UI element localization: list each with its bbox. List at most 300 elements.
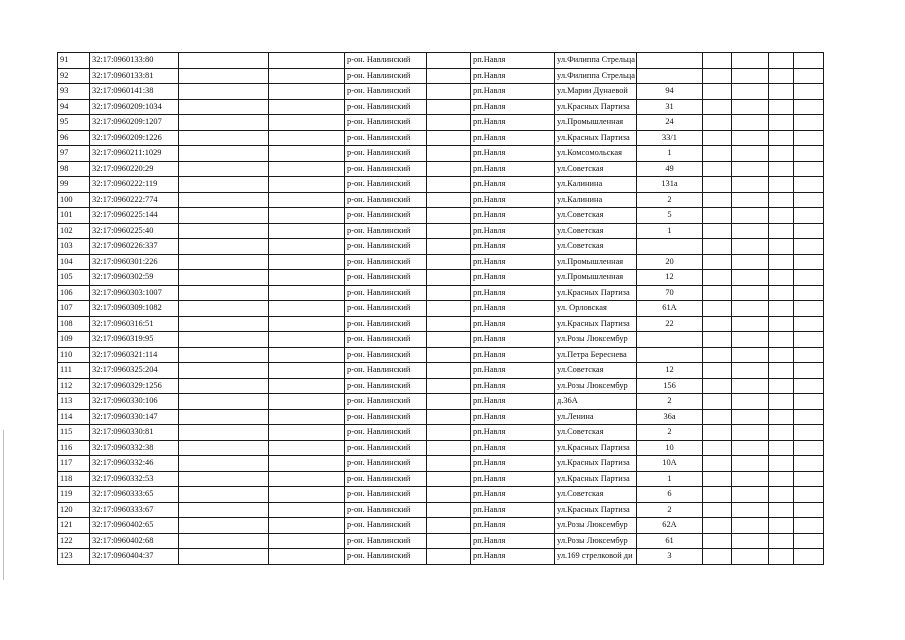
district-cell: р-он. Навлинский: [345, 84, 427, 100]
cadastral-number-cell: 32:17:0960209:1034: [90, 99, 179, 115]
row-number-cell: 113: [58, 394, 90, 410]
empty-cell: [427, 301, 471, 317]
street-cell: ул.Калинина: [555, 192, 637, 208]
empty-cell: [769, 68, 794, 84]
house-number-cell: [637, 239, 703, 255]
row-number-cell: 118: [58, 471, 90, 487]
empty-cell: [703, 440, 732, 456]
empty-cell: [794, 378, 824, 394]
empty-cell: [732, 115, 769, 131]
empty-cell: [179, 99, 269, 115]
empty-cell: [732, 192, 769, 208]
settlement-cell: рп.Навля: [471, 115, 555, 131]
row-number-cell: 104: [58, 254, 90, 270]
empty-cell: [732, 533, 769, 549]
empty-cell: [179, 440, 269, 456]
table-row: [58, 471, 824, 487]
empty-cell: [703, 533, 732, 549]
empty-cell: [703, 425, 732, 441]
row-number-cell: 122: [58, 533, 90, 549]
empty-cell: [269, 471, 345, 487]
house-number-cell: 6: [637, 487, 703, 503]
empty-cell: [427, 177, 471, 193]
empty-cell: [732, 270, 769, 286]
empty-cell: [427, 316, 471, 332]
street-cell: ул.Промышленная: [555, 115, 637, 131]
settlement-cell: рп.Навля: [471, 301, 555, 317]
empty-cell: [794, 68, 824, 84]
empty-cell: [427, 254, 471, 270]
empty-cell: [703, 332, 732, 348]
empty-cell: [427, 115, 471, 131]
table-row: [58, 533, 824, 549]
empty-cell: [794, 177, 824, 193]
empty-cell: [769, 378, 794, 394]
empty-cell: [769, 146, 794, 162]
empty-cell: [794, 456, 824, 472]
settlement-cell: рп.Навля: [471, 192, 555, 208]
district-cell: р-он. Навлинский: [345, 254, 427, 270]
settlement-cell: рп.Навля: [471, 394, 555, 410]
empty-cell: [427, 440, 471, 456]
empty-cell: [179, 316, 269, 332]
empty-cell: [769, 440, 794, 456]
street-cell: ул.Красных Партиза: [555, 99, 637, 115]
empty-cell: [179, 177, 269, 193]
cadastral-number-cell: 32:17:0960329:1256: [90, 378, 179, 394]
empty-cell: [703, 471, 732, 487]
empty-cell: [769, 53, 794, 69]
street-cell: ул.Советская: [555, 425, 637, 441]
row-number-cell: 91: [58, 53, 90, 69]
table-row: [58, 487, 824, 503]
row-number-cell: 103: [58, 239, 90, 255]
settlement-cell: рп.Навля: [471, 99, 555, 115]
row-number-cell: 92: [58, 68, 90, 84]
empty-cell: [794, 53, 824, 69]
cadastral-number-cell: 32:17:0960330:81: [90, 425, 179, 441]
table-row: [58, 130, 824, 146]
settlement-cell: рп.Навля: [471, 456, 555, 472]
district-cell: р-он. Навлинский: [345, 394, 427, 410]
cadastral-number-cell: 32:17:0960225:40: [90, 223, 179, 239]
district-cell: р-он. Навлинский: [345, 549, 427, 565]
row-number-cell: 108: [58, 316, 90, 332]
empty-cell: [269, 301, 345, 317]
street-cell: ул.Советская: [555, 161, 637, 177]
empty-cell: [794, 115, 824, 131]
street-cell: ул.Розы Люксембур: [555, 533, 637, 549]
table-row: [58, 53, 824, 69]
empty-cell: [769, 254, 794, 270]
cadastral-number-cell: 32:17:0960333:65: [90, 487, 179, 503]
empty-cell: [703, 115, 732, 131]
row-number-cell: 93: [58, 84, 90, 100]
house-number-cell: 24: [637, 115, 703, 131]
empty-cell: [179, 192, 269, 208]
empty-cell: [769, 130, 794, 146]
district-cell: р-он. Навлинский: [345, 533, 427, 549]
empty-cell: [794, 208, 824, 224]
street-cell: ул.Советская: [555, 363, 637, 379]
street-cell: ул.Красных Партиза: [555, 471, 637, 487]
district-cell: р-он. Навлинский: [345, 347, 427, 363]
empty-cell: [732, 440, 769, 456]
empty-cell: [769, 471, 794, 487]
empty-cell: [703, 301, 732, 317]
cadastral-number-cell: 32:17:0960332:53: [90, 471, 179, 487]
table-row: [58, 409, 824, 425]
cadastral-number-cell: 32:17:0960302:59: [90, 270, 179, 286]
table-row: [58, 363, 824, 379]
street-cell: ул.Ленина: [555, 409, 637, 425]
empty-cell: [703, 130, 732, 146]
settlement-cell: рп.Навля: [471, 146, 555, 162]
empty-cell: [703, 456, 732, 472]
empty-cell: [269, 378, 345, 394]
empty-cell: [703, 146, 732, 162]
table-body: [58, 53, 824, 565]
empty-cell: [179, 68, 269, 84]
empty-cell: [794, 270, 824, 286]
empty-cell: [427, 347, 471, 363]
empty-cell: [427, 84, 471, 100]
empty-cell: [769, 518, 794, 534]
empty-cell: [179, 456, 269, 472]
empty-cell: [794, 471, 824, 487]
empty-cell: [703, 208, 732, 224]
empty-cell: [769, 456, 794, 472]
empty-cell: [769, 347, 794, 363]
cadastral-number-cell: 32:17:0960330:106: [90, 394, 179, 410]
empty-cell: [769, 363, 794, 379]
table-row: [58, 161, 824, 177]
empty-cell: [703, 487, 732, 503]
settlement-cell: рп.Навля: [471, 84, 555, 100]
empty-cell: [769, 409, 794, 425]
row-number-cell: 109: [58, 332, 90, 348]
cadastral-number-cell: 32:17:0960309:1082: [90, 301, 179, 317]
street-cell: д.36А: [555, 394, 637, 410]
table-row: [58, 301, 824, 317]
empty-cell: [427, 518, 471, 534]
empty-cell: [179, 53, 269, 69]
empty-cell: [769, 192, 794, 208]
empty-cell: [794, 502, 824, 518]
empty-cell: [769, 208, 794, 224]
empty-cell: [179, 223, 269, 239]
house-number-cell: [637, 68, 703, 84]
empty-cell: [769, 502, 794, 518]
empty-cell: [427, 425, 471, 441]
empty-cell: [269, 177, 345, 193]
empty-cell: [269, 239, 345, 255]
empty-cell: [769, 270, 794, 286]
row-number-cell: 117: [58, 456, 90, 472]
empty-cell: [732, 378, 769, 394]
house-number-cell: 31: [637, 99, 703, 115]
empty-cell: [703, 177, 732, 193]
table-row: [58, 68, 824, 84]
empty-cell: [769, 177, 794, 193]
district-cell: р-он. Навлинский: [345, 223, 427, 239]
table-row: [58, 316, 824, 332]
cadastral-number-cell: 32:17:0960333:67: [90, 502, 179, 518]
empty-cell: [179, 518, 269, 534]
cadastral-number-cell: 32:17:0960402:65: [90, 518, 179, 534]
empty-cell: [269, 409, 345, 425]
district-cell: р-он. Навлинский: [345, 99, 427, 115]
empty-cell: [427, 363, 471, 379]
district-cell: р-он. Навлинский: [345, 177, 427, 193]
empty-cell: [769, 115, 794, 131]
empty-cell: [427, 549, 471, 565]
street-cell: ул.Промышленная: [555, 270, 637, 286]
table-row: [58, 456, 824, 472]
settlement-cell: рп.Навля: [471, 161, 555, 177]
empty-cell: [269, 487, 345, 503]
table-row: [58, 192, 824, 208]
empty-cell: [427, 146, 471, 162]
empty-cell: [769, 84, 794, 100]
empty-cell: [794, 533, 824, 549]
empty-cell: [732, 68, 769, 84]
empty-cell: [269, 161, 345, 177]
empty-cell: [269, 502, 345, 518]
house-number-cell: 2: [637, 394, 703, 410]
empty-cell: [269, 254, 345, 270]
empty-cell: [794, 425, 824, 441]
empty-cell: [427, 456, 471, 472]
district-cell: р-он. Навлинский: [345, 487, 427, 503]
cadastral-number-cell: 32:17:0960209:1226: [90, 130, 179, 146]
table-row: [58, 239, 824, 255]
district-cell: р-он. Навлинский: [345, 409, 427, 425]
street-cell: ул.Филиппа Стрельца: [555, 68, 637, 84]
empty-cell: [769, 487, 794, 503]
cadastral-number-cell: 32:17:0960209:1207: [90, 115, 179, 131]
street-cell: ул.Филиппа Стрельца: [555, 53, 637, 69]
cadastral-number-cell: 32:17:0960226:337: [90, 239, 179, 255]
empty-cell: [703, 363, 732, 379]
cadastral-number-cell: 32:17:0960222:774: [90, 192, 179, 208]
empty-cell: [427, 394, 471, 410]
settlement-cell: рп.Навля: [471, 68, 555, 84]
empty-cell: [427, 378, 471, 394]
row-number-cell: 116: [58, 440, 90, 456]
empty-cell: [732, 332, 769, 348]
empty-cell: [269, 84, 345, 100]
empty-cell: [703, 316, 732, 332]
house-number-cell: 2: [637, 425, 703, 441]
street-cell: ул.Красных Партиза: [555, 285, 637, 301]
empty-cell: [179, 239, 269, 255]
empty-cell: [179, 363, 269, 379]
row-number-cell: 96: [58, 130, 90, 146]
empty-cell: [703, 254, 732, 270]
empty-cell: [703, 285, 732, 301]
table-row: [58, 440, 824, 456]
table-row: [58, 270, 824, 286]
empty-cell: [703, 518, 732, 534]
settlement-cell: рп.Навля: [471, 502, 555, 518]
empty-cell: [269, 332, 345, 348]
empty-cell: [427, 471, 471, 487]
empty-cell: [179, 347, 269, 363]
empty-cell: [703, 192, 732, 208]
cadastral-number-cell: 32:17:0960222:119: [90, 177, 179, 193]
row-number-cell: 123: [58, 549, 90, 565]
empty-cell: [794, 254, 824, 270]
empty-cell: [794, 301, 824, 317]
district-cell: р-он. Навлинский: [345, 146, 427, 162]
empty-cell: [794, 316, 824, 332]
empty-cell: [732, 518, 769, 534]
street-cell: ул.Розы Люксембур: [555, 518, 637, 534]
empty-cell: [794, 347, 824, 363]
empty-cell: [769, 239, 794, 255]
empty-cell: [794, 440, 824, 456]
empty-cell: [794, 84, 824, 100]
cadastral-number-cell: 32:17:0960332:38: [90, 440, 179, 456]
empty-cell: [703, 502, 732, 518]
street-cell: ул.Розы Люксембур: [555, 378, 637, 394]
empty-cell: [179, 378, 269, 394]
street-cell: ул. Орловская: [555, 301, 637, 317]
empty-cell: [179, 471, 269, 487]
settlement-cell: рп.Навля: [471, 332, 555, 348]
empty-cell: [769, 161, 794, 177]
cadastral-number-cell: 32:17:0960321:114: [90, 347, 179, 363]
empty-cell: [732, 161, 769, 177]
empty-cell: [179, 394, 269, 410]
row-number-cell: 114: [58, 409, 90, 425]
cadastral-registry-table: [57, 52, 824, 565]
district-cell: р-он. Навлинский: [345, 518, 427, 534]
street-cell: ул.Советская: [555, 239, 637, 255]
settlement-cell: рп.Навля: [471, 440, 555, 456]
row-number-cell: 97: [58, 146, 90, 162]
house-number-cell: 61А: [637, 301, 703, 317]
settlement-cell: рп.Навля: [471, 177, 555, 193]
house-number-cell: [637, 332, 703, 348]
house-number-cell: 10: [637, 440, 703, 456]
empty-cell: [427, 239, 471, 255]
empty-cell: [794, 409, 824, 425]
table-row: [58, 378, 824, 394]
empty-cell: [794, 363, 824, 379]
empty-cell: [269, 456, 345, 472]
empty-cell: [732, 239, 769, 255]
empty-cell: [732, 254, 769, 270]
table-row: [58, 425, 824, 441]
empty-cell: [269, 347, 345, 363]
district-cell: р-он. Навлинский: [345, 440, 427, 456]
street-cell: ул.Советская: [555, 208, 637, 224]
table-row: [58, 549, 824, 565]
street-cell: ул.Петра Береснева: [555, 347, 637, 363]
cadastral-number-cell: 32:17:0960330:147: [90, 409, 179, 425]
empty-cell: [794, 192, 824, 208]
empty-cell: [703, 378, 732, 394]
empty-cell: [427, 270, 471, 286]
empty-cell: [179, 301, 269, 317]
empty-cell: [179, 208, 269, 224]
empty-cell: [269, 533, 345, 549]
street-cell: ул.Промышленная: [555, 254, 637, 270]
empty-cell: [794, 285, 824, 301]
empty-cell: [179, 270, 269, 286]
table-row: [58, 146, 824, 162]
table-row: [58, 115, 824, 131]
street-cell: ул.Красных Партиза: [555, 502, 637, 518]
house-number-cell: 1: [637, 146, 703, 162]
empty-cell: [269, 425, 345, 441]
table-row: [58, 99, 824, 115]
empty-cell: [769, 533, 794, 549]
settlement-cell: рп.Навля: [471, 363, 555, 379]
house-number-cell: 36а: [637, 409, 703, 425]
cadastral-number-cell: 32:17:0960301:226: [90, 254, 179, 270]
empty-cell: [427, 68, 471, 84]
row-number-cell: 95: [58, 115, 90, 131]
street-cell: ул.169 стрелковой ди: [555, 549, 637, 565]
empty-cell: [427, 285, 471, 301]
table-row: [58, 223, 824, 239]
empty-cell: [769, 223, 794, 239]
cadastral-number-cell: 32:17:0960402:68: [90, 533, 179, 549]
empty-cell: [769, 425, 794, 441]
empty-cell: [179, 332, 269, 348]
settlement-cell: рп.Навля: [471, 53, 555, 69]
empty-cell: [769, 332, 794, 348]
house-number-cell: 49: [637, 161, 703, 177]
empty-cell: [794, 518, 824, 534]
settlement-cell: рп.Навля: [471, 378, 555, 394]
empty-cell: [732, 409, 769, 425]
row-number-cell: 119: [58, 487, 90, 503]
empty-cell: [794, 332, 824, 348]
empty-cell: [427, 332, 471, 348]
street-cell: ул.Розы Люксембур: [555, 332, 637, 348]
empty-cell: [269, 518, 345, 534]
cadastral-number-cell: 32:17:0960325:204: [90, 363, 179, 379]
table-row: [58, 502, 824, 518]
empty-cell: [794, 99, 824, 115]
empty-cell: [703, 161, 732, 177]
district-cell: р-он. Навлинский: [345, 301, 427, 317]
empty-cell: [179, 146, 269, 162]
empty-cell: [732, 53, 769, 69]
empty-cell: [179, 487, 269, 503]
empty-cell: [269, 285, 345, 301]
empty-cell: [732, 285, 769, 301]
empty-cell: [703, 239, 732, 255]
settlement-cell: рп.Навля: [471, 518, 555, 534]
row-number-cell: 120: [58, 502, 90, 518]
empty-cell: [269, 208, 345, 224]
empty-cell: [703, 99, 732, 115]
cadastral-number-cell: 32:17:0960133:81: [90, 68, 179, 84]
empty-cell: [703, 68, 732, 84]
empty-cell: [794, 130, 824, 146]
district-cell: р-он. Навлинский: [345, 192, 427, 208]
district-cell: р-он. Навлинский: [345, 270, 427, 286]
row-number-cell: 115: [58, 425, 90, 441]
empty-cell: [179, 425, 269, 441]
settlement-cell: рп.Навля: [471, 471, 555, 487]
cadastral-number-cell: 32:17:0960211:1029: [90, 146, 179, 162]
